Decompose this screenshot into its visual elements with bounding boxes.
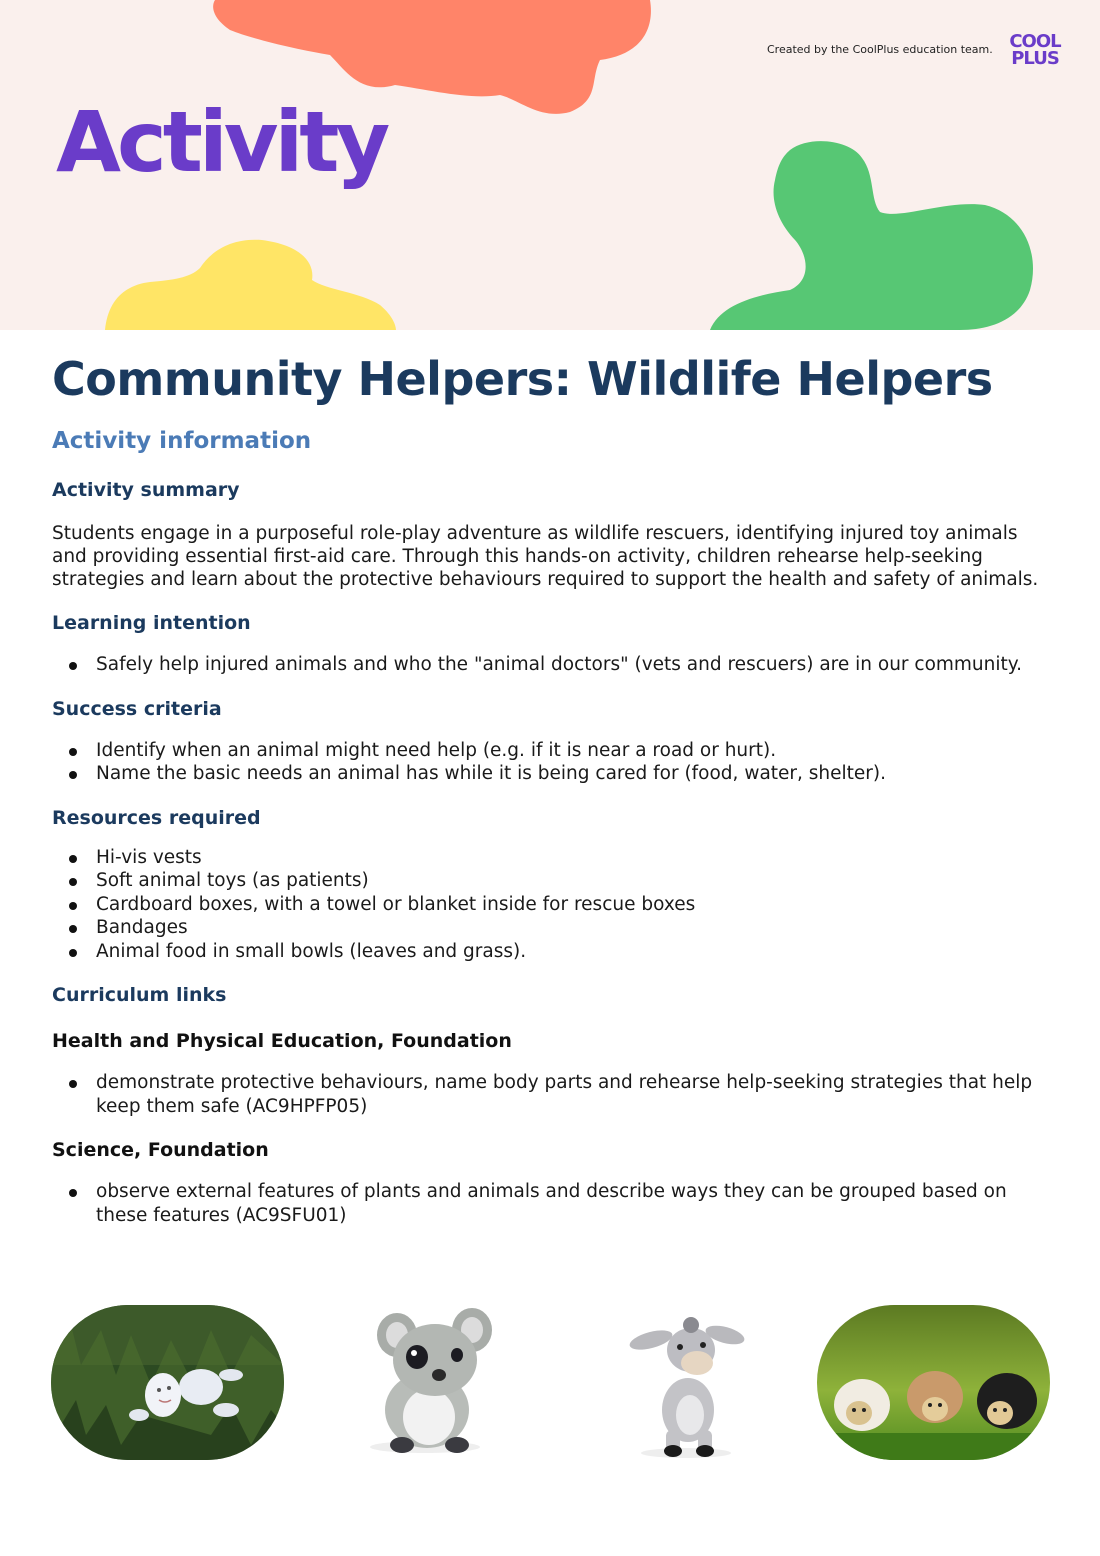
list-item [52,762,1052,786]
resources-list [52,846,1052,964]
curriculum-heading: Curriculum links [52,984,227,1006]
photo-donkey-toy [563,1305,796,1460]
bullet-icon [69,1080,77,1088]
list-item [52,940,1052,964]
banner-title: Activity [56,93,387,191]
list-item-text: Hi-vis vests [96,846,202,868]
learning-intention-list [52,653,1052,677]
list-item-text: observe external features of plants and animals and describe ways they can be grouped based on these features (AC9SFU01) [96,1181,1007,1226]
bullet-icon [69,902,77,910]
list-item [52,916,1052,940]
bullet-icon [69,878,77,886]
header-banner [0,0,1100,330]
list-item-text: Animal food in small bowls (leaves and grass). [96,940,527,962]
curriculum-subject-hpe: Health and Physical Education, Foundation [52,1030,512,1052]
bullet-icon [69,855,77,863]
list-item-text: demonstrate protective behaviours, name body parts and rehearse help-seeking strategies that help keep them safe (AC9HPFP05) [96,1072,1033,1117]
donkey-toy-image [563,1305,796,1460]
summary-text: Students engage in a purposeful role-play adventure as wildlife rescuers, identifying injured toy animals and providing essential first-aid care. Through this hands-on activity, children rehearse help-seeking strategies and learn about the protective behaviours required to support the health and safety of animals. [52,523,1039,590]
success-criteria-heading: Success criteria [52,697,222,720]
list-item-text: Bandages [96,917,188,938]
coolplus-logo [1003,33,1067,67]
logo-line-2: PLUS [1011,48,1059,69]
science-list [52,1180,1052,1227]
list-item [52,1071,1052,1118]
list-item-text: Name the basic needs an animal has while it is being cared for (food, water, shelter). [96,763,887,784]
sheep-toys-image [817,1305,1050,1460]
learning-intention-heading: Learning intention [52,612,251,634]
list-item [52,739,1052,763]
photo-sheep-toys [817,1305,1050,1460]
bullet-icon [69,748,77,756]
list-item-text: Safely help injured animals and who the "animal doctors" (vets and rescuers) are in our community. [96,654,1022,675]
green-blob [710,141,1033,330]
resources-heading: Resources required [52,806,261,829]
summary-heading: Activity summary [52,479,240,501]
list-item-text: Soft animal toys (as patients) [96,870,369,891]
list-item [52,653,1052,677]
list-item-text: Identify when an animal might need help (e.g. if it is near a road or hurt). [96,739,777,761]
list-item [52,846,1052,870]
bullet-icon [69,771,77,779]
koala-toy-image [307,1305,540,1460]
list-item-text: Cardboard boxes, with a towel or blanket inside for rescue boxes [96,893,696,915]
list-item [52,893,1052,917]
bullet-icon [69,949,77,957]
yellow-blob [105,240,396,330]
bullet-icon [69,1189,77,1197]
activity-content [52,340,1052,1227]
photo-toy-on-grass [51,1305,284,1460]
logo-line-1: COOL [1009,31,1061,52]
photo-strip [51,1305,1051,1465]
curriculum-subject-science: Science, Foundation [52,1139,269,1161]
section-heading: Activity information [52,428,312,454]
success-criteria-list [52,739,1052,786]
list-item [52,1180,1052,1227]
photo-koala-toy [307,1305,540,1460]
bullet-icon [69,662,77,670]
page-title: Community Helpers: Wildlife Helpers [52,352,993,406]
toy-on-grass-image [51,1305,284,1460]
hpe-list [52,1071,1052,1118]
bullet-icon [69,925,77,933]
list-item [52,869,1052,893]
credit-text: Created by the CoolPlus education team. [767,43,993,56]
